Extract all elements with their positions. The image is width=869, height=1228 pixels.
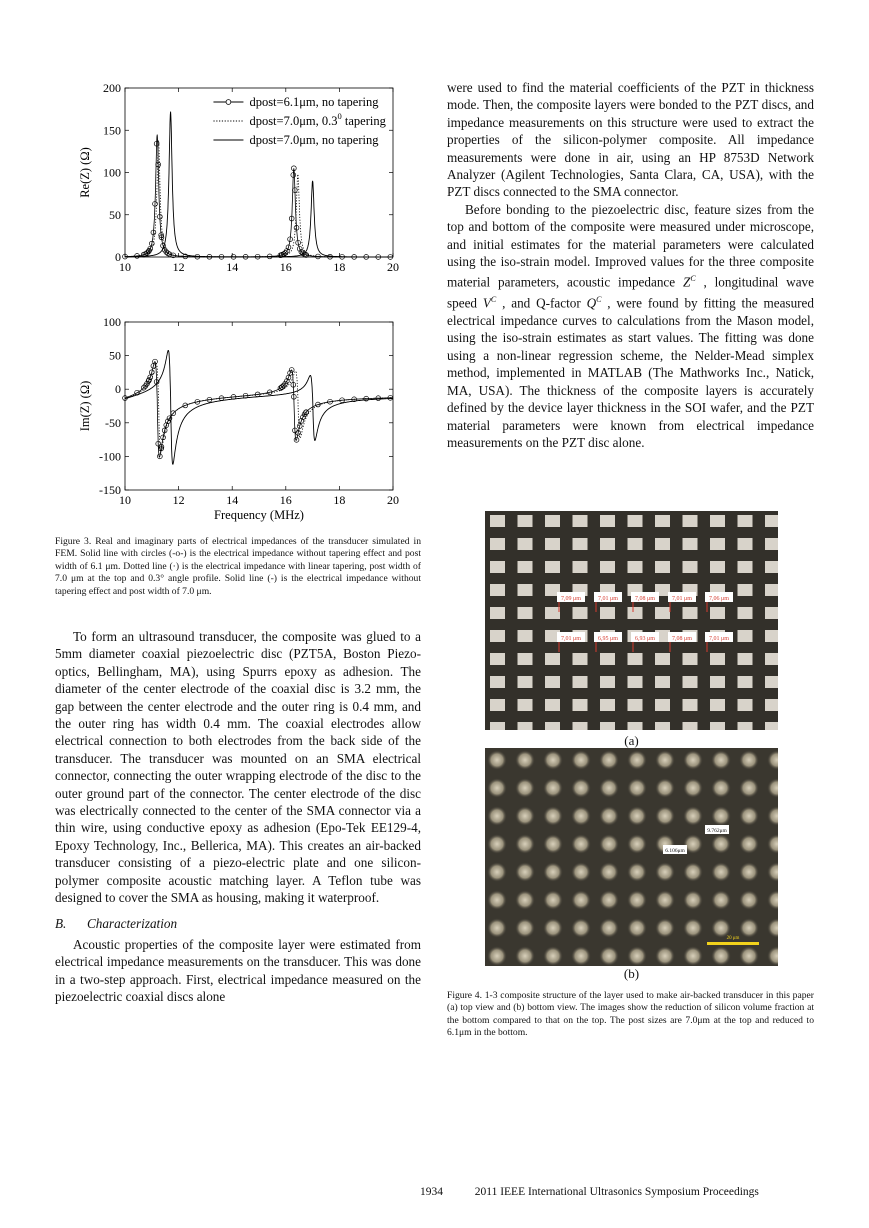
composite-post xyxy=(573,699,588,711)
composite-post xyxy=(628,515,643,527)
composite-post xyxy=(655,515,670,527)
y-tick-label: 50 xyxy=(109,348,121,363)
composite-post xyxy=(710,653,725,665)
micrograph-bottom-view xyxy=(485,748,778,966)
composite-post xyxy=(518,722,533,730)
composite-post xyxy=(765,584,778,596)
top-measure-label: 7,08 μm xyxy=(672,636,692,642)
page-number: 1934 xyxy=(420,1186,443,1198)
composite-post xyxy=(739,946,759,966)
composite-post xyxy=(571,890,591,910)
y-tick-label: -150 xyxy=(99,483,121,497)
composite-post xyxy=(600,722,615,730)
figure4-label-a: (a) xyxy=(624,733,639,748)
y-tick-label: -50 xyxy=(105,415,121,430)
composite-post xyxy=(518,584,533,596)
proceedings-title: 2011 IEEE International Ultrasonics Symposium Proceedings xyxy=(474,1186,759,1198)
composite-post xyxy=(573,561,588,573)
composite-post xyxy=(627,862,647,882)
plot-frame xyxy=(125,322,393,490)
x-tick-label: 16 xyxy=(279,493,292,507)
composite-post xyxy=(738,584,753,596)
composite-post xyxy=(487,946,507,966)
y-tick-label: 0 xyxy=(115,382,121,397)
composite-post xyxy=(490,722,505,730)
composite-post xyxy=(515,834,535,854)
y-tick-label: 50 xyxy=(109,207,121,222)
composite-post xyxy=(711,946,731,966)
composite-post xyxy=(490,676,505,688)
composite-post xyxy=(573,653,588,665)
x-tick-label: 14 xyxy=(226,493,239,507)
figure4-label-b: (b) xyxy=(623,966,640,981)
re-z-chart xyxy=(62,78,412,278)
composite-post xyxy=(518,676,533,688)
composite-post xyxy=(683,538,698,550)
composite-post xyxy=(627,918,647,938)
legend-marker xyxy=(226,100,231,105)
composite-post xyxy=(487,778,507,798)
composite-post xyxy=(738,699,753,711)
composite-post xyxy=(710,515,725,527)
composite-post xyxy=(739,834,759,854)
composite-post xyxy=(683,676,698,688)
composite-post xyxy=(543,834,563,854)
right-paragraph-2: Before bonding to the piezoelectric disc, feature sizes from the top and bottom of the composite were measured under microscope, and initial estimates for the material parameters were calculated using the iso-strain model. Improved values for the three composite material parameters, acoustic impedance $Z^C$ , longitudinal wave speed $V^C$ , and Q-factor $Q^C$ , were found by fitting the measured electrical impedance curves to calculations from the Mason model, using the iso-strain estimates as start values. The fitting was done using a non-linear regression scheme, the Nelder-Mead simplex method, implemented in MATLAB (The Mathworks Inc., Natick, MA, USA). The thickness of the composite layers is accurately defined by the device layer thickness in the SOI wafer, and the PZT material parameters were known from electrical impedance measurements on the PZT disc alone. xyxy=(447,201,814,450)
x-axis-label: Frequency (MHz) xyxy=(214,508,304,522)
y-axis-label: Im(Z) (Ω) xyxy=(78,380,92,432)
top-measure-label: 7,06 μm xyxy=(709,596,729,602)
composite-post xyxy=(765,653,778,665)
symbol-z: Z xyxy=(682,274,691,290)
composite-post xyxy=(543,918,563,938)
composite-post xyxy=(628,653,643,665)
composite-post xyxy=(738,538,753,550)
composite-post xyxy=(627,778,647,798)
composite-post xyxy=(573,538,588,550)
composite-post xyxy=(655,946,675,966)
composite-post xyxy=(571,778,591,798)
sup-c: C xyxy=(690,274,696,284)
composite-post xyxy=(515,862,535,882)
composite-post xyxy=(738,630,753,642)
composite-post xyxy=(545,515,560,527)
scale-bar xyxy=(707,942,759,945)
composite-post xyxy=(765,630,778,642)
composite-post xyxy=(739,778,759,798)
top-measure-label: 6,93 μm xyxy=(635,636,655,642)
composite-post xyxy=(599,806,619,826)
composite-post xyxy=(683,946,703,966)
composite-post xyxy=(655,699,670,711)
x-tick-label: 20 xyxy=(387,260,399,274)
composite-post xyxy=(487,834,507,854)
composite-post xyxy=(490,561,505,573)
composite-post xyxy=(543,890,563,910)
composite-post xyxy=(600,676,615,688)
composite-post xyxy=(490,607,505,619)
composite-post xyxy=(600,561,615,573)
composite-post xyxy=(655,538,670,550)
x-tick-label: 12 xyxy=(172,493,185,507)
y-tick-label: 0 xyxy=(115,250,121,264)
y-tick-label: 100 xyxy=(103,315,121,329)
composite-post xyxy=(765,676,778,688)
composite-post xyxy=(545,561,560,573)
composite-post xyxy=(628,722,643,730)
composite-post xyxy=(545,538,560,550)
composite-post xyxy=(683,515,698,527)
section-heading-text: Characterization xyxy=(86,915,178,931)
composite-post xyxy=(628,538,643,550)
composite-post xyxy=(515,918,535,938)
composite-post xyxy=(627,946,647,966)
composite-post xyxy=(545,607,560,619)
composite-post xyxy=(627,806,647,826)
composite-post xyxy=(600,538,615,550)
composite-post xyxy=(627,890,647,910)
im-z-chart xyxy=(62,312,412,524)
composite-post xyxy=(599,918,619,938)
composite-post xyxy=(599,890,619,910)
y-tick-label: -100 xyxy=(99,449,121,464)
composite-post xyxy=(767,834,778,854)
composite-post xyxy=(518,538,533,550)
composite-post xyxy=(599,750,619,770)
composite-post xyxy=(655,890,675,910)
composite-post xyxy=(711,890,731,910)
bottom-measure-label: 6.106μm xyxy=(665,848,685,854)
composite-post xyxy=(710,607,725,619)
composite-post xyxy=(655,778,675,798)
composite-post xyxy=(487,750,507,770)
top-measure-label: 7,09 μm xyxy=(561,596,581,602)
micrograph-top-view xyxy=(485,511,778,730)
legend-entry-2: dpost=7.0μm, $0.3^0$ tapering xyxy=(249,111,386,128)
left-paragraph-1: To form an ultrasound transducer, the composite was glued to a 5mm diameter coaxial piezoelectric disc (PZT5A, Boston Piezo-optics, Bellingham, MA), using Spurrs epoxy as adhesion. The diameter of the center electrode of the coaxial disc is 3.2 mm, the gap between the center electrode and the outer ring is 0.4 mm, and the outer ring has width 0.4 mm. The coaxial electrodes allow electrical connection to both electrodes from the back side of the transducer. The transducer was mounted on an SMA electrical connector, connecting the outer wrapping electrode of the disc to the outer ground part of the connector. The center electrode of the disc was electrically connected to the center of the SMA connector via a thin wire, using conductive epoxy as adhesion (Epo-Tek EE129-4, Epoxy Technology, Inc., Bellerica, MA). This creates an air-backed transducer consisting of a piezo-electric plate and one silicon-polymer composite acoustic matching layer. A Teflon tube was designed to cover the SMA as housing, making it waterproof. xyxy=(55,629,421,906)
composite-post xyxy=(765,607,778,619)
x-tick-label: 10 xyxy=(119,493,131,507)
y-axis-label: Re(Z) (Ω) xyxy=(78,147,92,198)
composite-post xyxy=(767,890,778,910)
composite-post xyxy=(683,750,703,770)
y-tick-label: 100 xyxy=(103,165,121,180)
composite-post xyxy=(738,722,753,730)
composite-post xyxy=(739,862,759,882)
composite-post xyxy=(599,778,619,798)
composite-post xyxy=(710,722,725,730)
y-tick-label: 150 xyxy=(103,123,121,138)
composite-post xyxy=(767,806,778,826)
composite-post xyxy=(571,862,591,882)
composite-post xyxy=(683,722,698,730)
composite-post xyxy=(767,862,778,882)
composite-post xyxy=(518,561,533,573)
composite-post xyxy=(765,561,778,573)
section-heading-number: B. xyxy=(55,915,67,931)
composite-post xyxy=(711,862,731,882)
composite-post xyxy=(515,750,535,770)
composite-post xyxy=(767,946,778,966)
composite-post xyxy=(683,778,703,798)
composite-post xyxy=(710,699,725,711)
composite-post xyxy=(490,630,505,642)
legend-entry-3: dpost=7.0μm, no tapering xyxy=(249,133,379,147)
composite-post xyxy=(655,806,675,826)
composite-post xyxy=(543,806,563,826)
composite-post xyxy=(599,862,619,882)
composite-post xyxy=(710,538,725,550)
series-line-1 xyxy=(125,362,393,458)
top-measure-label: 7,01 μm xyxy=(709,636,729,642)
composite-post xyxy=(571,750,591,770)
composite-post xyxy=(765,538,778,550)
composite-post xyxy=(599,834,619,854)
top-measure-label: 7,01 μm xyxy=(672,596,692,602)
composite-post xyxy=(545,676,560,688)
composite-post xyxy=(515,946,535,966)
right-paragraph-1: were used to find the material coefficients of the PZT in thickness mode. Then, the composite layers were bonded to the PZT discs, and impedance measurements on this structure were used to extract the properties of the silicon-polymer composite. All impedance measurements were done in air, using an HP 8753D Network Analyzer (Agilent Technologies, Santa Clara, CA, USA), with the PZT discs connected to the SMA connector. xyxy=(447,80,814,200)
composite-post xyxy=(738,515,753,527)
figure3-caption: Figure 3. Real and imaginary parts of electrical impedances of the transducer simulated in FEM. Solid line with circles (-o-) is the electrical impedance without tapering effect and post width of 6.1 μm. Dotted line (·) is the electrical impedance with linear tapering, post width of 7.0 μm at the top and 0.3° angle profile. Solid line (-) is the electrical impedance without tapering effect and post width of 7.0 μm. xyxy=(55,536,421,597)
composite-post xyxy=(655,918,675,938)
right-column-text xyxy=(447,79,814,451)
composite-post xyxy=(487,806,507,826)
composite-post xyxy=(628,561,643,573)
composite-post xyxy=(739,890,759,910)
composite-post xyxy=(765,699,778,711)
composite-post xyxy=(515,806,535,826)
x-tick-label: 20 xyxy=(387,493,399,507)
top-measure-label: 7,01 μm xyxy=(561,636,581,642)
composite-post xyxy=(767,750,778,770)
composite-post xyxy=(628,676,643,688)
symbol-v: V xyxy=(482,295,491,311)
composite-post xyxy=(655,561,670,573)
x-tick-label: 12 xyxy=(172,260,185,274)
composite-post xyxy=(710,676,725,688)
scale-bar-label: 20 μm xyxy=(726,936,740,941)
bottom-measure-label: 9.762μm xyxy=(707,828,727,834)
composite-post xyxy=(545,699,560,711)
composite-post xyxy=(738,653,753,665)
composite-post xyxy=(518,515,533,527)
composite-post xyxy=(543,778,563,798)
composite-post xyxy=(600,607,615,619)
composite-post xyxy=(573,607,588,619)
top-measure-label: 6,95 μm xyxy=(598,636,618,642)
composite-post xyxy=(710,561,725,573)
composite-post xyxy=(683,607,698,619)
composite-post xyxy=(545,722,560,730)
composite-post xyxy=(655,607,670,619)
composite-post xyxy=(683,561,698,573)
x-tick-label: 18 xyxy=(333,260,346,274)
composite-post xyxy=(571,946,591,966)
footer xyxy=(420,1186,840,1198)
composite-post xyxy=(518,699,533,711)
composite-post xyxy=(543,750,563,770)
composite-post xyxy=(738,561,753,573)
composite-post xyxy=(628,607,643,619)
composite-post xyxy=(655,653,670,665)
top-measure-label: 7,01 μm xyxy=(598,596,618,602)
y-tick-label: 200 xyxy=(103,81,121,95)
composite-post xyxy=(765,722,778,730)
composite-post xyxy=(767,778,778,798)
symbol-q: Q xyxy=(586,295,597,311)
series-line-2 xyxy=(125,364,393,454)
series-line-3 xyxy=(125,351,393,465)
composite-post xyxy=(739,806,759,826)
composite-post xyxy=(543,946,563,966)
x-tick-label: 18 xyxy=(333,493,346,507)
composite-post xyxy=(487,862,507,882)
composite-post xyxy=(655,750,675,770)
composite-post xyxy=(518,607,533,619)
left-column-text xyxy=(55,628,421,1006)
composite-post xyxy=(600,653,615,665)
composite-post xyxy=(600,699,615,711)
composite-post xyxy=(655,676,670,688)
composite-post xyxy=(655,862,675,882)
composite-post xyxy=(571,918,591,938)
composite-post xyxy=(628,699,643,711)
composite-post xyxy=(767,918,778,938)
composite-post xyxy=(765,515,778,527)
x-tick-label: 10 xyxy=(119,260,131,274)
composite-post xyxy=(515,778,535,798)
top-measure-label: 7,08 μm xyxy=(635,596,655,602)
composite-post xyxy=(573,722,588,730)
composite-post xyxy=(571,834,591,854)
composite-post xyxy=(738,676,753,688)
composite-post xyxy=(683,806,703,826)
composite-post xyxy=(490,515,505,527)
composite-post xyxy=(711,778,731,798)
composite-post xyxy=(599,946,619,966)
composite-post xyxy=(490,653,505,665)
composite-post xyxy=(739,918,759,938)
composite-post xyxy=(573,515,588,527)
composite-post xyxy=(490,584,505,596)
legend-entry-1: dpost=6.1μm, no tapering xyxy=(249,95,379,109)
composite-post xyxy=(571,806,591,826)
composite-post xyxy=(543,862,563,882)
composite-post xyxy=(711,750,731,770)
composite-post xyxy=(487,918,507,938)
composite-post xyxy=(490,699,505,711)
composite-post xyxy=(683,862,703,882)
x-tick-label: 16 xyxy=(279,260,292,274)
composite-post xyxy=(627,834,647,854)
figure4-caption: Figure 4. 1-3 composite structure of the layer used to make air-backed transducer in this paper (a) top view and (b) bottom view. The images show the reduction of silicon volume fraction at the bottom compared to that on the top. The post sizes are 7.0μm at the top and reduced to 6.1μm in the bottom. xyxy=(447,990,814,1039)
composite-post xyxy=(518,653,533,665)
x-tick-label: 14 xyxy=(226,260,239,274)
composite-post xyxy=(683,699,698,711)
composite-post xyxy=(739,750,759,770)
composite-post xyxy=(573,676,588,688)
composite-post xyxy=(545,653,560,665)
composite-post xyxy=(711,834,731,854)
composite-post xyxy=(738,607,753,619)
composite-post xyxy=(600,515,615,527)
composite-post xyxy=(711,806,731,826)
composite-post xyxy=(627,750,647,770)
composite-post xyxy=(518,630,533,642)
section-heading-characterization xyxy=(55,915,421,932)
composite-post xyxy=(655,722,670,730)
composite-post xyxy=(683,918,703,938)
composite-post xyxy=(683,890,703,910)
left-paragraph-2: Acoustic properties of the composite layer were estimated from electrical impedance measurements on the transducer. This was done in a two-step approach. First, electrical impedance measured on the piezoelectric coaxial discs alone xyxy=(55,936,421,1005)
composite-post xyxy=(683,653,698,665)
composite-post xyxy=(490,538,505,550)
composite-post xyxy=(515,890,535,910)
composite-post xyxy=(711,918,731,938)
composite-post xyxy=(487,890,507,910)
